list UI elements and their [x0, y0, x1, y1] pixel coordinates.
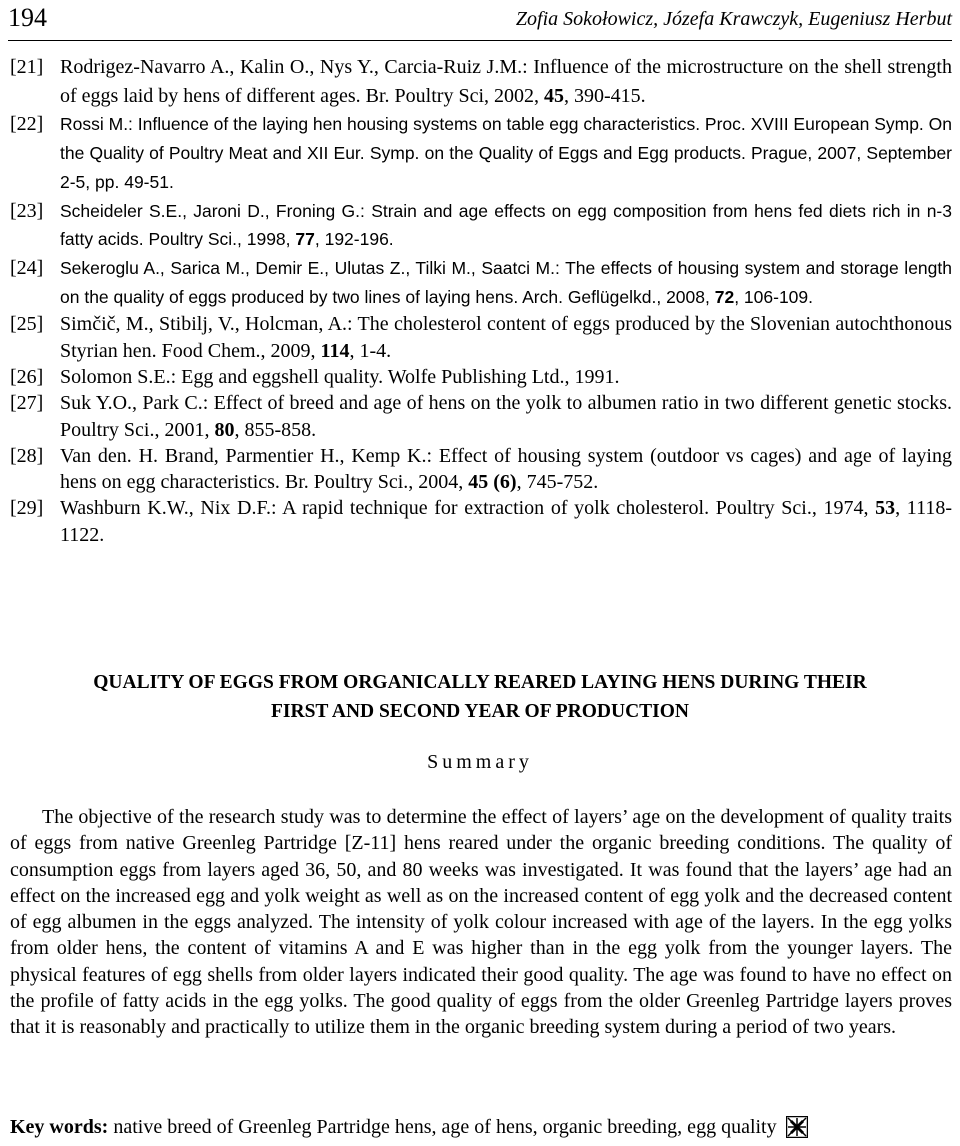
keywords-label: Key words:: [10, 1116, 109, 1138]
reference-number: [26]: [10, 365, 44, 388]
reference-pages: , 1118-1122.: [60, 497, 952, 546]
reference-list: [10, 53, 952, 548]
reference-item: [10, 254, 952, 311]
reference-number: [22]: [10, 113, 44, 136]
reference-item: [10, 110, 952, 196]
reference-number: [27]: [10, 392, 44, 415]
reference-text: Van den. H. Brand, Parmentier H., Kemp K.: Effect of housing system (outdoor vs cages) and age of laying hens on egg characteristics. Br. Poultry Sci., 2004,: [60, 444, 952, 494]
reference-text: Washburn K.W., Nix D.F.: A rapid technique for extraction of yolk cholesterol. Poultry Sci., 1974,: [60, 497, 876, 520]
reference-text: Simčič, M., Stibilj, V., Holcman, A.: The cholesterol content of eggs produced by the Slovenian autochthonous Styrian hen. Food Chem., 2009,: [60, 313, 952, 362]
reference-text: Suk Y.O., Park C.: Effect of breed and age of hens on the yolk to albumen ratio in two different genetic stocks. Poultry Sci., 2001,: [60, 392, 952, 441]
end-of-article-mark-icon: [786, 1116, 808, 1146]
reference-number: [21]: [10, 56, 44, 78]
reference-text: Solomon S.E.: Egg and eggshell quality. Wolfe Publishing Ltd., 1991.: [60, 365, 620, 388]
reference-number: [25]: [10, 313, 44, 336]
summary-text: The objective of the research study was to determine the effect of layers’ age on the development of quality traits of eggs from native Greenleg Partridge [Z-11] hens reared under the organic breeding conditions. The quality of consumption eggs from layers aged 36, 50, and 80 weeks was investigated. It was found that the layers’ age had an effect on the increased egg and yolk weight as well as on the increased content of egg yolk and the decreased content of egg albumen in the eggs analyzed. The intensity of yolk colour increased with age of the layers. In the egg yolks from older hens, the content of vitamins A and E was higher than in the egg yolk from the younger layers. The physical features of egg shells from older layers indicated their good quality. The age was found to have no effect on the profile of fatty acids in the egg yolks. The good quality of eggs from the older Greenleg Partridge layers proves that it is reasonably and practically to utilize them in the organic breeding system during a period of two years.: [10, 806, 952, 1039]
reference-text: Sekeroglu A., Sarica M., Demir E., Ulutas Z., Tilki M., Saatci M.: The effects of housing system and storage length on the quality of eggs produced by two lines of laying hens. Arch. Geflügelkd., 2008,: [60, 257, 952, 307]
reference-number: [28]: [10, 444, 44, 467]
reference-item: [10, 53, 952, 110]
article-title-line: QUALITY OF EGGS FROM ORGANICALLY REARED LAYING HENS DURING THEIR: [93, 672, 867, 693]
reference-number: [23]: [10, 199, 44, 222]
reference-volume: 45: [544, 84, 565, 107]
page-number: 194: [8, 3, 47, 32]
reference-item: [10, 197, 952, 254]
reference-pages: , 106-109.: [734, 286, 814, 307]
reference-text: Scheideler S.E., Jaroni D., Froning G.: Strain and age effects on egg composition from hens fed diets rich in n-3 fatty acids. Poultry Sci., 1998,: [60, 200, 952, 250]
summary-heading: Summary: [427, 751, 533, 773]
reference-pages: , 192-196.: [314, 229, 394, 250]
reference-item: [10, 390, 952, 443]
reference-pages: , 855-858.: [234, 418, 317, 441]
running-head-authors: Zofia Sokołowicz, Józefa Krawczyk, Eugeniusz Herbut: [515, 8, 952, 30]
reference-number: [29]: [10, 497, 44, 520]
reference-volume: 77: [295, 229, 315, 250]
reference-number: [24]: [10, 256, 44, 279]
reference-pages: , 390-415.: [564, 84, 646, 107]
reference-volume: 80: [214, 418, 235, 441]
reference-pages: , 1-4.: [349, 339, 392, 362]
keywords: [10, 1113, 952, 1146]
reference-volume: 45 (6): [468, 471, 517, 494]
keywords-text: native breed of Greenleg Partridge hens, age of hens, organic breeding, egg quality: [113, 1116, 777, 1138]
reference-item: [10, 443, 952, 496]
reference-text: Rossi M.: Influence of the laying hen housing systems on table egg characteristics. Proc. XVIII European Symp. On the Quality of Poultry Meat and XII Eur. Symp. on the Quality of Eggs and Egg products. Prague, 2007, September 2-5, pp. 49-51.: [60, 114, 952, 192]
reference-item: [10, 364, 952, 390]
header-rule: [8, 40, 952, 41]
reference-volume: 72: [714, 286, 735, 307]
reference-volume: 114: [320, 339, 350, 362]
article-title-line: FIRST AND SECOND YEAR OF PRODUCTION: [270, 701, 690, 722]
reference-item: [10, 495, 952, 548]
reference-volume: 53: [875, 497, 896, 520]
reference-pages: , 745-752.: [516, 471, 599, 494]
article-title: [0, 668, 960, 726]
reference-text: Rodrigez-Navarro A., Kalin O., Nys Y., Carcia-Ruiz J.M.: Influence of the microstructure on the shell strength of eggs laid by hens of different ages. Br. Poultry Sci, 2002,: [60, 56, 952, 107]
reference-item: [10, 311, 952, 364]
page-header: [8, 0, 952, 36]
